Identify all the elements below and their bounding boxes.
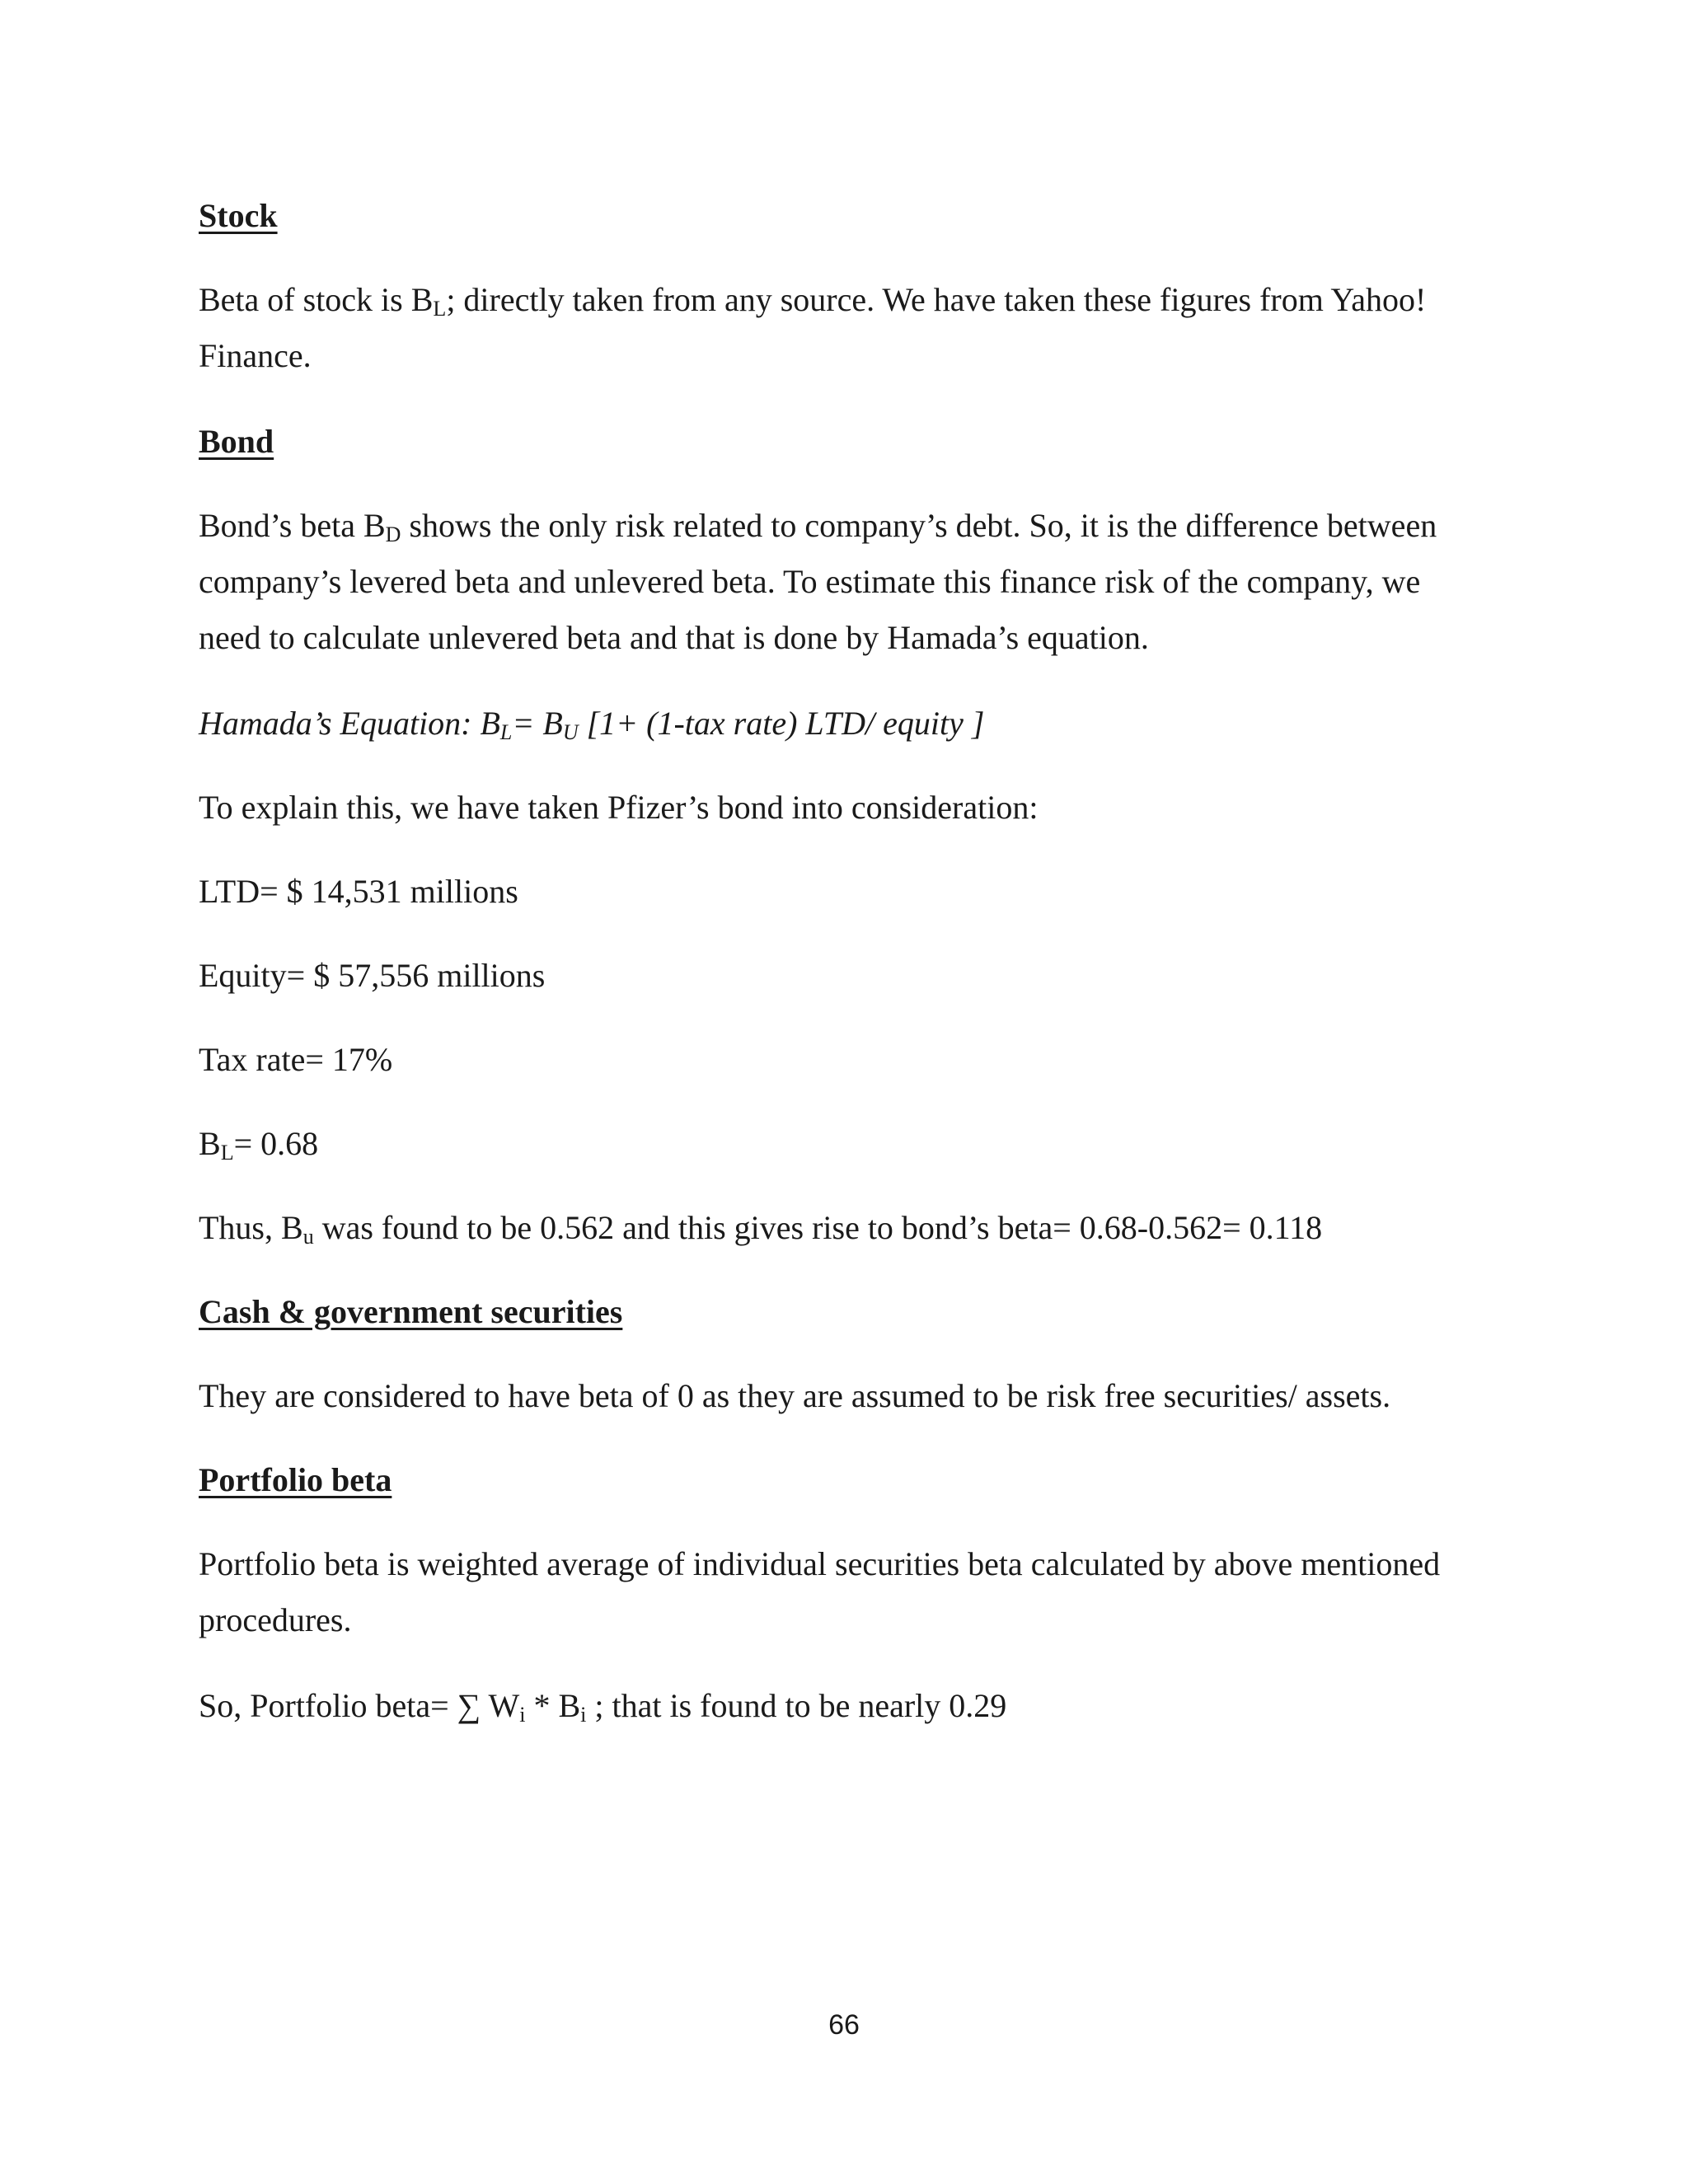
- cash-paragraph: They are considered to have beta of 0 as they are assumed to be risk free securities/ assets.: [199, 1377, 1391, 1414]
- bond-paragraph-line-3: need to calculate unlevered beta and that is done by Hamada’s equation.: [199, 619, 1149, 656]
- subscript: i: [580, 1703, 587, 1727]
- text-span: shows the only risk related to company’s debt. So, it is the difference between: [401, 507, 1437, 544]
- text-span: was found to be 0.562 and this gives rise to bond’s beta= 0.68-0.562= 0.118: [313, 1209, 1323, 1246]
- stock-paragraph-line-1: [199, 279, 1517, 321]
- text-span: Hamada’s Equation: B: [199, 705, 500, 742]
- portfolio-formula: [199, 1685, 1517, 1727]
- stock-paragraph-line-2: Finance.: [199, 337, 312, 374]
- text-span: [1+ (1-tax rate) LTD/ equity ]: [578, 705, 985, 742]
- hamada-equation: [199, 702, 1517, 745]
- text-span: Thus, B: [199, 1209, 303, 1246]
- portfolio-heading: Portfolio beta: [199, 1461, 392, 1498]
- stock-heading: Stock: [199, 197, 278, 234]
- bond-paragraph-line-1: [199, 504, 1517, 547]
- equity-value: Equity= $ 57,556 millions: [199, 957, 546, 994]
- text-span: = B: [512, 705, 563, 742]
- tax-rate-value: Tax rate= 17%: [199, 1041, 393, 1078]
- text-span: * B: [525, 1687, 581, 1724]
- page-number: 66: [828, 2009, 860, 2041]
- portfolio-paragraph-line-1: Portfolio beta is weighted average of individual securities beta calculated by above mentioned: [199, 1545, 1441, 1582]
- bond-heading: Bond: [199, 423, 274, 460]
- portfolio-paragraph-line-2: procedures.: [199, 1601, 352, 1638]
- subscript: i: [519, 1703, 526, 1727]
- explain-line: To explain this, we have taken Pfizer’s bond into consideration:: [199, 789, 1039, 826]
- subscript: L: [220, 1141, 234, 1165]
- text-span: = 0.68: [233, 1125, 319, 1162]
- bl-value: [199, 1122, 1517, 1165]
- subscript: u: [302, 1225, 314, 1249]
- subscript: D: [385, 523, 401, 546]
- text-span: So, Portfolio beta= ∑ W: [199, 1687, 520, 1724]
- subscript: U: [562, 720, 579, 744]
- text-span: Beta of stock is B: [199, 281, 434, 318]
- bond-beta-result: [199, 1207, 1517, 1249]
- subscript: L: [499, 720, 513, 744]
- text-span: B: [199, 1125, 221, 1162]
- text-span: Bond’s beta B: [199, 507, 386, 544]
- subscript: L: [433, 297, 447, 321]
- bond-paragraph-line-2: company’s levered beta and unlevered beta. To estimate this finance risk of the company, we: [199, 563, 1421, 600]
- ltd-value: LTD= $ 14,531 millions: [199, 873, 518, 910]
- cash-heading: Cash & government securities: [199, 1293, 623, 1330]
- text-span: ; directly taken from any source. We have taken these figures from Yahoo!: [446, 281, 1427, 318]
- text-span: ; that is found to be nearly 0.29: [586, 1687, 1007, 1724]
